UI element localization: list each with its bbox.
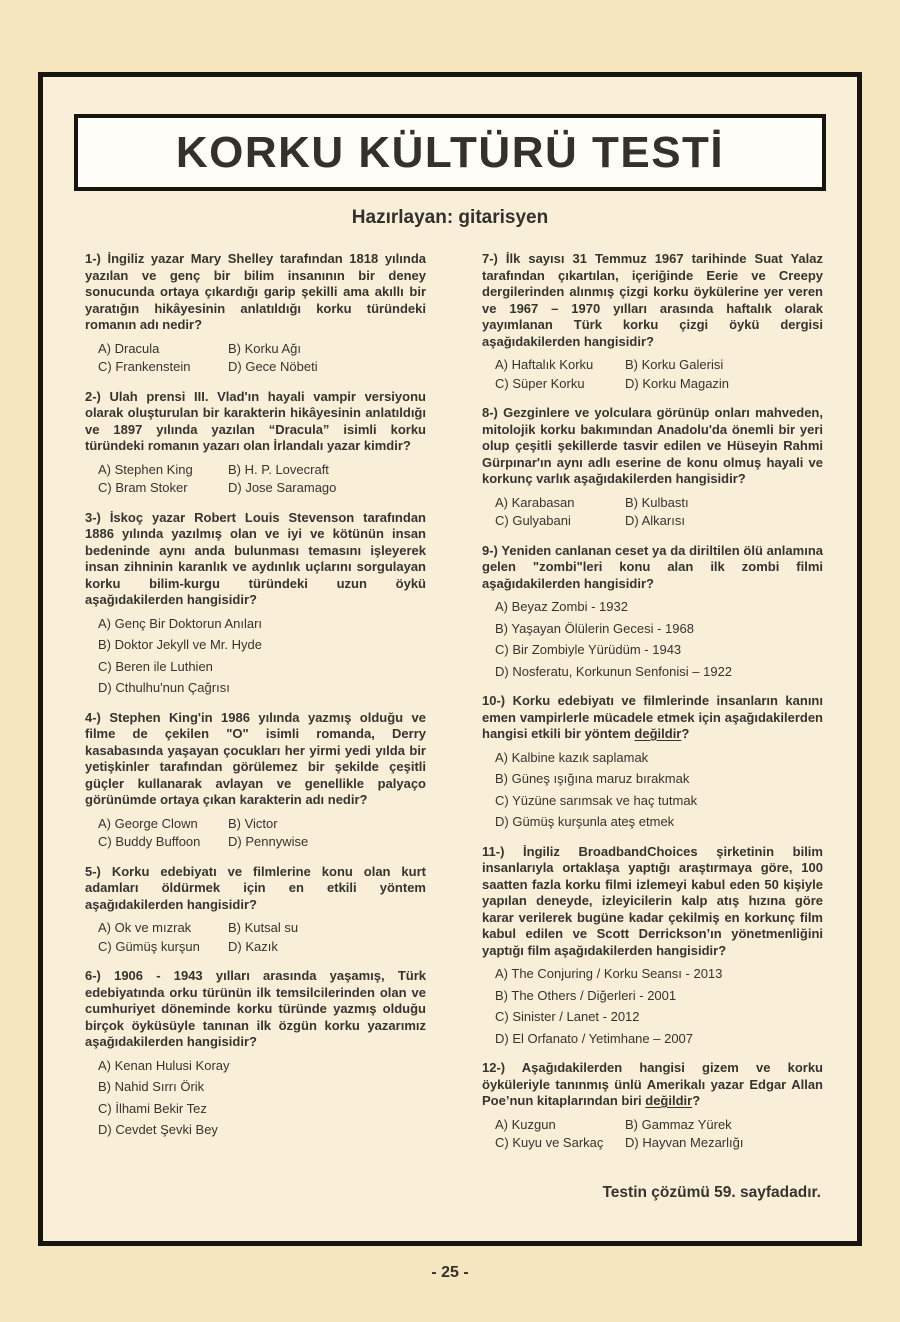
option-4-c: C) Buddy Buffoon bbox=[98, 834, 201, 849]
option-11-a: A) The Conjuring / Korku Seansı - 2013 bbox=[495, 966, 723, 981]
question-10-options bbox=[495, 750, 823, 831]
question-1-number: 1-) bbox=[85, 251, 101, 266]
question-11-number: 11-) bbox=[482, 843, 505, 859]
option-7-c: C) Süper Korku bbox=[495, 375, 585, 391]
question-6-body: 1906 - 1943 yılları arasında yaşamış, Türk edebiyatında orku türünün ilk temsilcilerinden olan ve cumhuriyet döneminde korku türünde yazmış olduğu birçok öyküsüyle tanınan ilk özgün korku yazarımız aşağıdakilerden hangisidir? bbox=[85, 968, 426, 1049]
question-12-underlined-word: değildir bbox=[645, 1093, 693, 1108]
question-3-options bbox=[98, 616, 426, 697]
option-7-b: B) Korku Galerisi bbox=[625, 357, 724, 372]
question-12-number: 12-) bbox=[482, 1060, 506, 1075]
option-11-b: B) The Others / Diğerleri - 2001 bbox=[495, 987, 677, 1003]
question-12-options bbox=[495, 1117, 823, 1152]
question-10-number: 10-) bbox=[482, 693, 506, 708]
option-8-c: C) Gulyabani bbox=[495, 513, 571, 528]
question-10-body: Korku edebiyatı ve filmlerinde insanların kanını emen vampirlerle mücadele etmek için aşağıdakilerden hangisi etkili bir yöntem bbox=[482, 693, 823, 741]
question-6 bbox=[85, 968, 426, 1139]
question-9-body: Yeniden canlanan ceset ya da diriltilen ölü anlamına gelen "zombi"leri konu alan ilk zombi filmi aşağıdakilerden hangisidir? bbox=[482, 542, 823, 591]
question-7-text bbox=[482, 251, 823, 350]
option-10-a: A) Kalbine kazık saplamak bbox=[495, 749, 649, 765]
author-line: Hazırlayan: gitarisyen bbox=[351, 207, 549, 228]
question-11-text bbox=[482, 844, 823, 960]
option-5-d: D) Kazık bbox=[228, 938, 278, 954]
option-2-a: A) Stephen King bbox=[98, 461, 193, 477]
question-9-options bbox=[495, 599, 823, 680]
question-10-underlined-word: değildir bbox=[634, 726, 682, 741]
question-9-text bbox=[482, 543, 823, 593]
option-4-a: A) George Clown bbox=[98, 815, 198, 831]
question-1 bbox=[85, 251, 426, 376]
option-10-d: D) Gümüş kurşunla ateş etmek bbox=[495, 814, 675, 829]
question-3 bbox=[85, 510, 426, 697]
question-4-body: Stephen King'in 1986 yılında yazmış olduğu ve filme de çekilen "O" isimli romanda, Derry kasabasında yaşayan çocukları her yirmi yedi yılda bir yetişkinler tarafından görülemez bir şekilde çeşitli güçler kullanarak avlayan ve genellikle palyaço görünümde ortaya çıkan karakterin adı nedir? bbox=[85, 709, 426, 807]
question-5-text bbox=[85, 864, 426, 914]
option-3-c: C) Beren ile Luthien bbox=[98, 658, 213, 674]
question-11 bbox=[482, 844, 823, 1048]
question-12 bbox=[482, 1060, 823, 1152]
question-3-text bbox=[85, 510, 426, 609]
question-6-text bbox=[85, 968, 426, 1051]
question-10-text bbox=[482, 693, 823, 743]
option-10-c: C) Yüzüne sarımsak ve haç tutmak bbox=[495, 792, 698, 808]
question-8 bbox=[482, 405, 823, 530]
option-8-a: A) Karabasan bbox=[495, 494, 575, 510]
question-columns bbox=[43, 229, 857, 1202]
option-1-c: C) Frankenstein bbox=[98, 359, 191, 374]
question-8-options bbox=[495, 495, 823, 530]
option-5-b: B) Kutsal su bbox=[228, 920, 299, 935]
question-7-options bbox=[495, 357, 823, 392]
question-12-tail: ? bbox=[692, 1093, 701, 1108]
question-10-tail: ? bbox=[681, 726, 690, 741]
option-10-b: B) Güneş ışığına maruz bırakmak bbox=[495, 771, 690, 786]
question-6-number: 6-) bbox=[85, 968, 101, 983]
option-7-a: A) Haftalık Korku bbox=[495, 357, 594, 372]
question-8-number: 8-) bbox=[482, 405, 498, 420]
question-5-body: Korku edebiyatı ve filmlerine konu olan kurt adamları öldürmek için en etkili yöntem aşağıdakilerden hangisidir? bbox=[85, 863, 426, 912]
option-4-d: D) Pennywise bbox=[228, 834, 309, 849]
question-2-body: Ulah prensi III. Vlad'ın hayali vampir versiyonu olarak oluşturulan bir karakterin hikâyesinin anlatıldığı ve 1897 yılında yazılan “Dracula” isimli korku türündeki romanın yazarı olan İrlandalı yazar kimdir? bbox=[85, 388, 426, 453]
option-2-b: B) H. P. Lovecraft bbox=[228, 461, 329, 477]
question-2 bbox=[85, 389, 426, 497]
question-3-number: 3-) bbox=[85, 509, 101, 525]
question-1-options bbox=[98, 341, 426, 376]
question-9 bbox=[482, 543, 823, 681]
option-6-d: D) Cevdet Şevki Bey bbox=[98, 1122, 218, 1137]
question-4 bbox=[85, 710, 426, 851]
option-3-b: B) Doktor Jekyll ve Mr. Hyde bbox=[98, 637, 262, 652]
option-11-c: C) Sinister / Lanet - 2012 bbox=[495, 1009, 640, 1024]
option-3-a: A) Genç Bir Doktorun Anıları bbox=[98, 615, 263, 631]
option-9-b: B) Yaşayan Ölülerin Gecesi - 1968 bbox=[495, 620, 694, 636]
option-9-d: D) Nosferatu, Korkunun Senfonisi – 1922 bbox=[495, 663, 733, 679]
option-12-d: D) Hayvan Mezarlığı bbox=[625, 1135, 744, 1150]
option-1-d: D) Gece Nöbeti bbox=[228, 359, 318, 374]
page-number: - 25 - bbox=[431, 1264, 469, 1281]
question-10 bbox=[482, 693, 823, 831]
option-7-d: D) Korku Magazin bbox=[625, 375, 730, 391]
left-column bbox=[85, 251, 426, 1202]
question-7 bbox=[482, 251, 823, 392]
option-2-c: C) Bram Stoker bbox=[98, 480, 188, 495]
question-6-options bbox=[98, 1058, 426, 1139]
option-2-d: D) Jose Saramago bbox=[228, 480, 337, 495]
question-2-options bbox=[98, 462, 426, 497]
option-12-a: A) Kuzgun bbox=[495, 1116, 556, 1132]
option-12-c: C) Kuyu ve Sarkaç bbox=[495, 1135, 604, 1150]
option-8-b: B) Kulbastı bbox=[625, 494, 689, 510]
option-6-c: C) İlhami Bekir Tez bbox=[98, 1100, 207, 1116]
question-12-body: Aşağıdakilerden hangisi gizem ve korku öyküleriyle tanınmış ünlü Amerikalı yazar Edgar Allan Poe’nun kitaplarından biri bbox=[482, 1060, 823, 1108]
option-9-a: A) Beyaz Zombi - 1932 bbox=[495, 599, 628, 614]
question-9-number: 9-) bbox=[482, 542, 498, 558]
question-7-body: İlk sayısı 31 Temmuz 1967 tarihinde Suat Yalaz tarafından çıkartılan, içeriğinde Eerie ve Creepy dergilerinden alınmış çizgi korku öykülerine yer veren ve 1967 – 1970 yılları arasında haftalık olarak yayımlanan Türk korku çizgi öykü dergisi aşağıdakilerden hangisidir? bbox=[482, 251, 823, 349]
test-frame bbox=[38, 72, 862, 1246]
option-6-a: A) Kenan Hulusi Koray bbox=[98, 1057, 230, 1073]
question-5-number: 5-) bbox=[85, 863, 101, 879]
question-12-text bbox=[482, 1060, 823, 1110]
question-7-number: 7-) bbox=[482, 251, 498, 266]
question-4-text bbox=[85, 710, 426, 809]
title-box bbox=[74, 114, 826, 191]
option-3-d: D) Cthulhu'nun Çağrısı bbox=[98, 680, 230, 695]
question-3-body: İskoç yazar Robert Louis Stevenson tarafından 1886 yılında yazılmış olan ve iyi ve kötünün insan bedeninde aynı anda bulunması temasını işleyerek insan zihninin karanlık ve aydınlık uçlarını sorgulayan korku bilim-kurgu türündeki uzun öykü aşağıdakilerden hangisidir? bbox=[85, 509, 426, 607]
option-5-c: C) Gümüş kurşun bbox=[98, 938, 200, 954]
option-6-b: B) Nahid Sırrı Örik bbox=[98, 1079, 205, 1094]
option-8-d: D) Alkarısı bbox=[625, 513, 685, 528]
question-2-number: 2-) bbox=[85, 388, 101, 404]
question-8-body: Gezginlere ve yolculara görünüp onları mahveden, mitolojik korku bakımından Anadolu'da önemli bir yeri olup çeşitli şekillerde tasvir edilen ve Hüseyin Rahmi Gürpınar'ın aynı adlı eserine de konu olmuş hayali ve korkunç varlık aşağıdakilerden hangisidir? bbox=[482, 405, 823, 486]
question-1-body: İngiliz yazar Mary Shelley tarafından 1818 yılında yazılan ve genç bir bilim insanının bir deney sonucunda ortaya çıkardığı garip şekilli ama akıllı bir yaratığın hikâyesinin anlatıldığı korku türündeki romanın adı nedir? bbox=[85, 251, 426, 332]
question-4-number: 4-) bbox=[85, 709, 101, 725]
question-11-body: İngiliz BroadbandChoices şirketinin bilim insanlarıyla ortaklaşa yaptığı araştırmaya göre, 100 saatten fazla korku filmi izlemeyi kabul eden 50 kişiyle yapılan deneyde, izleyicilerin kalp atış hızına göre karar verilerek bugüne kadar çekilmiş en korkunç film kabul edilen ve Scott Derrickson’ın yönetmenliğini yaptığı film aşağıdakilerden hangisidir? bbox=[482, 843, 823, 958]
question-4-options bbox=[98, 816, 426, 851]
option-5-a: A) Ok ve mızrak bbox=[98, 920, 192, 935]
question-5-options bbox=[98, 920, 426, 955]
question-5 bbox=[85, 864, 426, 956]
option-4-b: B) Victor bbox=[228, 815, 278, 831]
option-9-c: C) Bir Zombiyle Yürüdüm - 1943 bbox=[495, 642, 682, 657]
question-11-options bbox=[495, 966, 823, 1047]
answers-note: Testin çözümü 59. sayfadadır. bbox=[602, 1183, 821, 1201]
option-1-a: A) Dracula bbox=[98, 340, 160, 356]
right-column bbox=[482, 251, 823, 1202]
question-1-text bbox=[85, 251, 426, 334]
option-12-b: B) Gammaz Yürek bbox=[625, 1116, 732, 1132]
option-11-d: D) El Orfanato / Yetimhane – 2007 bbox=[495, 1030, 694, 1046]
question-8-text bbox=[482, 405, 823, 488]
page-title: KORKU KÜLTÜRÜ TESTİ bbox=[175, 127, 725, 177]
option-1-b: B) Korku Ağı bbox=[228, 340, 301, 356]
question-2-text bbox=[85, 389, 426, 455]
